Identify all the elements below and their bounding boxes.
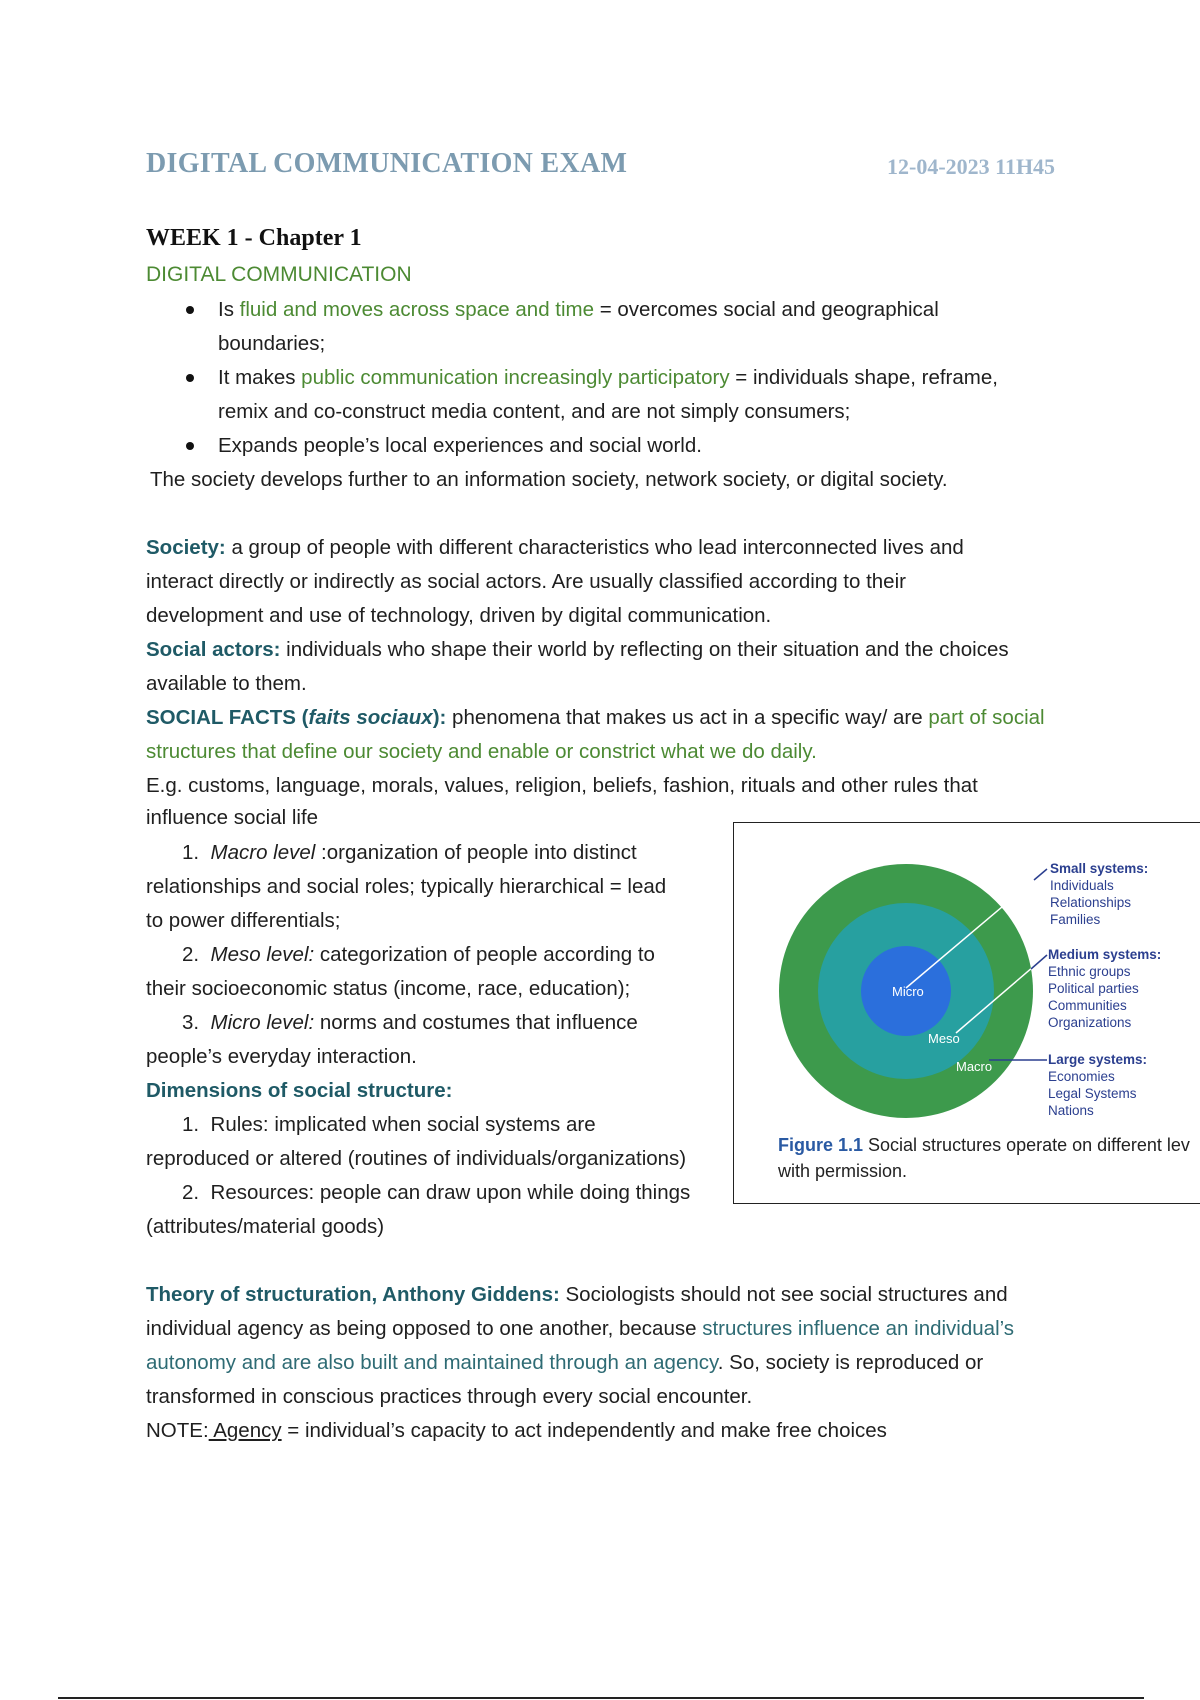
bullet-2-line-1: It makes public communication increasingly participatory = individuals shape, reframe, — [218, 366, 998, 389]
ring-label-meso: Meso — [928, 1031, 960, 1046]
dimension-rules-line-1: 1. Rules: implicated when social systems are — [182, 1113, 596, 1136]
society-definition-line-3: development and use of technology, driven by digital communication. — [146, 604, 772, 627]
level-macro-line-1: 1. Macro level :organization of people into distinct — [182, 841, 637, 864]
level-meso-line-2: their socioeconomic status (income, race, education); — [146, 977, 631, 1000]
bullet-dot — [186, 374, 194, 382]
small-system-item: Individuals — [1050, 878, 1114, 893]
level-micro-line-1: 3. Micro level: norms and costumes that influence — [182, 1011, 638, 1034]
medium-system-item: Communities — [1048, 998, 1127, 1013]
page-bottom-rule — [58, 1697, 1144, 1699]
bullet-1-line-1: Is fluid and moves across space and time = overcomes social and geographical — [218, 298, 939, 321]
dimension-rules-line-2: reproduced or altered (routines of individuals/organizations) — [146, 1147, 687, 1170]
bullet-1-line-2: boundaries; — [218, 332, 326, 355]
ring-label-macro: Macro — [956, 1059, 993, 1074]
dimensions-heading: Dimensions of social structure: — [146, 1079, 453, 1102]
bullet-2-line-2: remix and co-construct media content, and are not simply consumers; — [218, 400, 851, 423]
small-system-item: Relationships — [1050, 895, 1132, 910]
large-system-item: Legal Systems — [1048, 1086, 1137, 1101]
theory-line-3: autonomy and are also built and maintained through an agency. So, society is reproduced or — [146, 1351, 984, 1374]
large-system-item: Economies — [1048, 1069, 1115, 1084]
figure-caption-line-1: Figure 1.1 Social structures operate on different lev — [778, 1135, 1190, 1155]
theory-line-4: transformed in conscious practices through every social encounter. — [146, 1385, 753, 1408]
social-facts-line-2: structures that define our society and enable or constrict what we do daily. — [146, 740, 817, 763]
society-definition-line-2: interact directly or indirectly as social actors. Are usually classified according to their — [146, 570, 906, 593]
medium-systems-heading: Medium systems: — [1048, 947, 1162, 962]
level-macro-line-2: relationships and social roles; typically hierarchical = lead — [146, 875, 667, 898]
examples-line-1: E.g. customs, language, morals, values, religion, beliefs, fashion, rituals and other rules that — [146, 774, 978, 797]
page-title: DIGITAL COMMUNICATION EXAM — [146, 148, 628, 179]
theory-line-1: Theory of structuration, Anthony Giddens: Sociologists should not see social structures and — [146, 1283, 1008, 1306]
week-heading: WEEK 1 - Chapter 1 — [146, 225, 362, 251]
social-actors-definition-line-2: available to them. — [146, 672, 307, 695]
social-actors-definition-line-1: Social actors: individuals who shape their world by reflecting on their situation and the choices — [146, 638, 1009, 661]
bullet-dot — [186, 442, 194, 450]
social-facts-line-1: SOCIAL FACTS (faits sociaux): phenomena that makes us act in a specific way/ are part of social — [146, 706, 1045, 729]
theory-line-2: individual agency as being opposed to one another, because structures influence an individual’s — [146, 1317, 1015, 1340]
exam-date: 12-04-2023 11H45 — [887, 154, 1056, 179]
level-macro-line-3: to power differentials; — [146, 909, 341, 932]
section1-closing: The society develops further to an information society, network society, or digital society. — [150, 468, 948, 491]
ring-label-micro: Micro — [892, 984, 924, 999]
medium-system-item: Ethnic groups — [1048, 964, 1131, 979]
examples-line-2: influence social life — [146, 806, 319, 829]
dimension-resources-line-2: (attributes/material goods) — [146, 1215, 385, 1238]
bullet-dot — [186, 306, 194, 314]
large-systems-heading: Large systems: — [1048, 1052, 1148, 1067]
figure-social-structures — [733, 822, 1200, 1204]
pointer-medium-ext — [1031, 955, 1047, 969]
bullet-3-line-1: Expands people’s local experiences and social world. — [218, 434, 702, 457]
small-system-item: Families — [1050, 912, 1101, 927]
pointer-small-ext — [1034, 869, 1047, 880]
agency-note: NOTE: Agency = individual’s capacity to act independently and make free choices — [146, 1419, 887, 1442]
medium-system-item: Organizations — [1048, 1015, 1132, 1030]
figure-caption-line-2: with permission. — [778, 1161, 908, 1181]
medium-system-item: Political parties — [1048, 981, 1139, 996]
large-system-item: Nations — [1048, 1103, 1094, 1118]
level-micro-line-2: people’s everyday interaction. — [146, 1045, 417, 1068]
level-meso-line-1: 2. Meso level: categorization of people according to — [182, 943, 655, 966]
dimension-resources-line-1: 2. Resources: people can draw upon while doing things — [182, 1181, 691, 1204]
small-systems-heading: Small systems: — [1050, 861, 1149, 876]
society-definition-line-1: Society: a group of people with different characteristics who lead interconnected lives and — [146, 536, 964, 559]
section-heading-digital-communication: DIGITAL COMMUNICATION — [146, 263, 412, 286]
